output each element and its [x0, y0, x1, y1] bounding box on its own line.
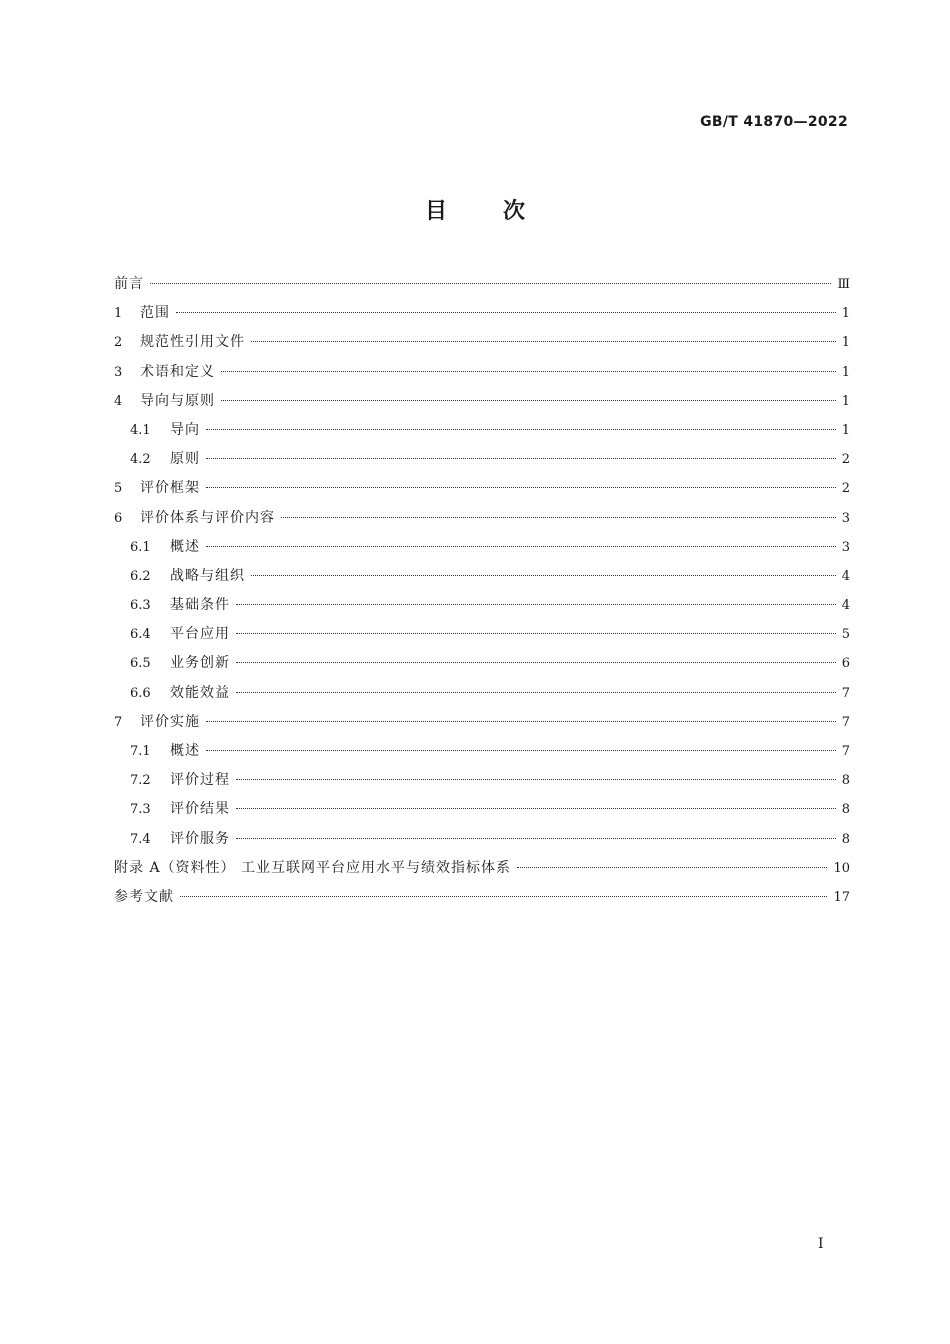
toc-entry[interactable] [114, 795, 850, 824]
toc-entry-label: 效能效益 [170, 684, 230, 701]
toc-dot-leader [206, 487, 836, 488]
toc-entry-label: 附录 A（资料性） 工业互联网平台应用水平与绩效指标体系 [114, 859, 512, 876]
toc-entry-label: 战略与组织 [170, 567, 245, 584]
toc-entry-page: 2 [841, 481, 850, 497]
toc-entry-label: 评价框架 [140, 480, 200, 497]
toc-entry-label: 评价实施 [140, 713, 200, 730]
toc-entry-label: 平台应用 [170, 626, 230, 643]
toc-entry-number: 1 [114, 306, 123, 322]
standard-code: GB/T 41870—2022 [700, 114, 848, 130]
toc-entry-label: 评价服务 [170, 830, 230, 847]
toc-entry-number: 6.4 [130, 627, 151, 643]
toc-entry[interactable] [114, 591, 850, 620]
toc-entry[interactable] [114, 270, 850, 299]
toc-entry-label: 评价过程 [170, 772, 230, 789]
toc-entry[interactable] [114, 679, 850, 708]
toc-entry[interactable] [114, 562, 850, 591]
toc-entry-number: 6.6 [130, 685, 151, 701]
toc-dot-leader [281, 517, 836, 518]
toc-entry-label: 规范性引用文件 [140, 334, 245, 351]
toc-dot-leader [221, 400, 836, 401]
toc-dot-leader [236, 633, 836, 634]
toc-entry-page: 7 [841, 685, 850, 701]
toc-dot-leader [236, 808, 836, 809]
toc-entry-label: 评价体系与评价内容 [140, 509, 275, 526]
toc-entry-page: 8 [841, 802, 850, 818]
toc-entry[interactable] [114, 766, 850, 795]
toc-dot-leader [206, 458, 836, 459]
toc-dot-leader [150, 283, 831, 284]
toc-entry-number: 7.4 [130, 831, 151, 847]
toc-entry[interactable] [114, 445, 850, 474]
toc-dot-leader [236, 604, 836, 605]
toc-entry-label: 导向与原则 [140, 392, 215, 409]
toc-entry-page: 10 [833, 860, 850, 876]
toc-entry-page: 8 [841, 773, 850, 789]
toc-entry-label: 基础条件 [170, 597, 230, 614]
footer-page-number: Ⅰ [818, 1236, 824, 1252]
toc-entry-number: 4 [114, 393, 123, 409]
toc-entry[interactable] [114, 358, 850, 387]
toc-entry[interactable] [114, 620, 850, 649]
toc-entry-number: 6.1 [130, 539, 151, 555]
toc-entry-page: 1 [841, 393, 850, 409]
toc-dot-leader [517, 867, 827, 868]
toc-entry-number: 6.3 [130, 598, 151, 614]
toc-entry[interactable] [114, 883, 850, 912]
toc-entry-label: 参考文献 [114, 888, 174, 905]
toc-entry-page: 4 [841, 598, 850, 614]
toc-entry-page: 3 [841, 539, 850, 555]
toc-entry-page: 5 [841, 627, 850, 643]
toc-entry-label: 术语和定义 [140, 363, 215, 380]
toc-entry-number: 2 [114, 335, 123, 351]
toc-entry[interactable] [114, 854, 850, 883]
toc-entry-page: 1 [841, 306, 850, 322]
toc-dot-leader [251, 341, 836, 342]
toc-entry[interactable] [114, 299, 850, 328]
toc-dot-leader [206, 750, 836, 751]
toc-dot-leader [236, 692, 836, 693]
toc-dot-leader [236, 662, 836, 663]
toc-dot-leader [236, 779, 836, 780]
toc-entry-page: 7 [841, 744, 850, 759]
toc-entry-number: 3 [114, 364, 123, 380]
table-of-contents [114, 270, 850, 912]
toc-dot-leader [221, 371, 836, 372]
toc-entry-label: 前言 [114, 276, 144, 292]
toc-entry-number: 7 [114, 714, 123, 730]
toc-entry-number: 7.1 [130, 744, 151, 759]
toc-dot-leader [236, 838, 836, 839]
toc-entry[interactable] [114, 533, 850, 562]
toc-dot-leader [206, 429, 836, 430]
toc-entry[interactable] [114, 649, 850, 678]
toc-entry-number: 7.2 [130, 773, 151, 789]
toc-entry-label: 原则 [170, 451, 200, 468]
toc-entry-label: 概述 [170, 538, 200, 555]
page-title [0, 194, 950, 225]
toc-entry[interactable] [114, 387, 850, 416]
toc-entry-label: 导向 [170, 421, 200, 438]
toc-entry-page: 1 [841, 364, 850, 380]
toc-entry-number: 6.5 [130, 656, 151, 672]
toc-entry-number: 4.2 [130, 452, 151, 468]
toc-entry-page: 2 [841, 452, 850, 468]
toc-entry[interactable] [114, 737, 850, 766]
toc-entry-number: 6.2 [130, 568, 151, 584]
toc-entry-label: 评价结果 [170, 801, 230, 818]
toc-entry-page: 3 [841, 510, 850, 526]
toc-entry-number: 6 [114, 510, 123, 526]
toc-entry-label: 业务创新 [170, 655, 230, 672]
toc-dot-leader [206, 721, 836, 722]
toc-entry-number: 5 [114, 481, 123, 497]
toc-entry-page: 6 [841, 656, 850, 672]
toc-dot-leader [180, 896, 827, 897]
toc-dot-leader [251, 575, 836, 576]
toc-entry[interactable] [114, 708, 850, 737]
toc-entry-page: 4 [841, 568, 850, 584]
toc-entry-label: 概述 [170, 743, 200, 759]
toc-entry-page: 8 [841, 831, 850, 847]
toc-entry-page: 1 [841, 335, 850, 351]
toc-entry-number: 4.1 [130, 422, 151, 438]
toc-entry-number: 7.3 [130, 802, 151, 818]
toc-entry-label: 范围 [140, 305, 170, 322]
toc-entry-page: 1 [841, 422, 850, 438]
toc-entry-page: 17 [833, 889, 850, 905]
title-char-1: 目 [424, 199, 447, 224]
toc-entry[interactable] [114, 328, 850, 357]
title-char-2: 次 [503, 199, 526, 224]
toc-dot-leader [206, 546, 836, 547]
toc-entry[interactable] [114, 474, 850, 503]
toc-entry[interactable] [114, 825, 850, 854]
toc-entry[interactable] [114, 504, 850, 533]
toc-dot-leader [176, 312, 836, 313]
toc-entry[interactable] [114, 416, 850, 445]
toc-entry-page: 7 [841, 714, 850, 730]
toc-entry-page: Ⅲ [837, 277, 850, 292]
